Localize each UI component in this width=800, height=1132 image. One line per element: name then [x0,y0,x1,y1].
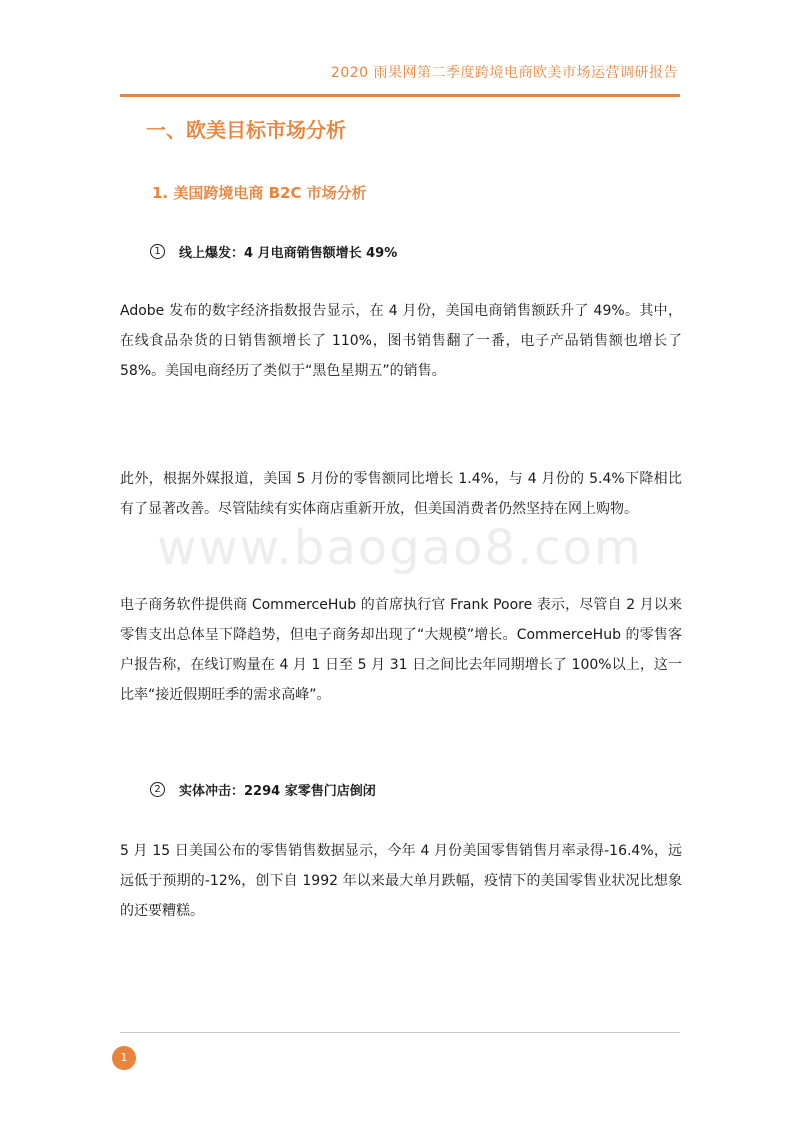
section-heading-1: 一、欧美目标市场分析 [146,118,346,142]
paragraph-4: 5 月 15 日美国公布的零售销售数据显示，今年 4 月份美国零售销售月率录得-16.4%，远远低于预期的-12%，创下自 1992 年以来最大单月跌幅，疫情下的美国零售业状况比想象的还要糟糕。 [120,843,682,919]
circled-number-1: 1 [150,244,165,259]
watermark: www.baogao8.com [157,520,643,576]
report-header-title: 2020 雨果网第二季度跨境电商欧美市场运营调研报告 [330,65,678,81]
subsection-title-2: 实体冲击：2294 家零售门店倒闭 [179,784,376,799]
section-heading-2: 1. 美国跨境电商 B2C 市场分析 [152,184,367,202]
subsection-heading-2 [150,780,376,799]
page-number-badge: 1 [112,1046,136,1070]
paragraph-3: 电子商务软件提供商 CommerceHub 的首席执行官 Frank Poore 表示，尽管自 2 月以来零售支出总体呈下降趋势，但电子商务却出现了“大规模”增长。CommerceHub 的零售客户报告称，在线订购量在 4 月 1 日至 5 月 31 日之间比去年同期增长了 100%以上，这一比率“接近假期旺季的需求高峰”。 [120,597,682,703]
paragraph-1: Adobe 发布的数字经济指数报告显示，在 4 月份，美国电商销售额跃升了 49%。其中，在线食品杂货的日销售额增长了 110%，图书销售翻了一番，电子产品销售额也增长了 58%。美国电商经历了类似于“黑色星期五”的销售。 [120,303,682,379]
subsection-title-1: 线上爆发：4 月电商销售额增长 49% [179,246,398,261]
circled-number-2: 2 [150,782,165,797]
header-divider [120,94,680,97]
footer-divider [120,1032,680,1033]
subsection-heading-1 [150,242,397,261]
paragraph-2: 此外，根据外媒报道，美国 5 月份的零售额同比增长 1.4%，与 4 月份的 5.4%下降相比有了显著改善。尽管陆续有实体商店重新开放，但美国消费者仍然坚持在网上购物。 [120,471,682,517]
